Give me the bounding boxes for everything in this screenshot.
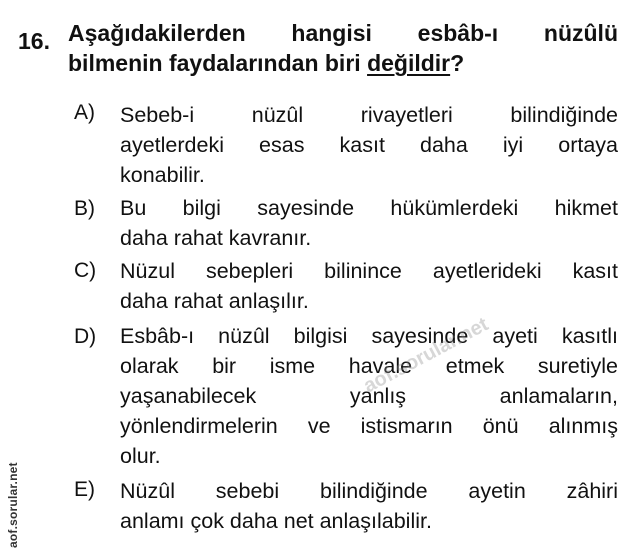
option-d-line: olur. [120,444,161,468]
question-emphasis: değildir [367,50,451,76]
question-mark: ? [450,50,465,76]
option-e-text [120,476,618,536]
question-text [68,18,618,78]
option-a-text [120,100,618,190]
option-e-line: anlamı çok daha net anlaşılabilir. [120,509,432,533]
option-b-line: Bu bilgi sayesinde hükümlerdeki hikmet [120,196,618,220]
option-c-text [120,256,618,316]
option-c-line: Nüzul sebepleri bilinince ayetlerideki kasıt [120,259,618,283]
question-line-2-text: bilmenin faydalarından biri [68,50,368,76]
option-d-line: yaşanabilecek yanlış anlamaların, [120,384,618,408]
option-a-line: konabilir. [120,163,205,187]
option-a-line: ayetlerdeki esas kasıt daha iyi ortaya [120,133,618,157]
side-watermark: aof.sorular.net [6,462,20,548]
option-d-line: olarak bir isme havale etmek suretiyle [120,354,618,378]
option-c-line: daha rahat anlaşılır. [120,289,309,313]
question-number: 16. [18,28,50,54]
question-line-1: Aşağıdakilerden hangisi esbâb-ı nüzûlü [68,20,618,46]
option-a-line: Sebeb-i nüzûl rivayetleri bilindiğinde [120,103,618,127]
option-e-line: Nüzûl sebebi bilindiğinde ayetin zâhiri [120,479,618,503]
option-c-letter: C) [74,259,97,282]
diagonal-watermark: aof.sorular.net [360,313,493,398]
option-b-line: daha rahat kavranır. [120,226,312,250]
option-d-line: Esbâb-ı nüzûl bilgisi sayesinde ayeti kasıtlı [120,324,618,348]
option-d-line: yönlendirmelerin ve istismarın önü alınmış [120,414,618,438]
question-line-2 [68,50,464,76]
option-a-letter: A) [74,101,95,124]
option-e-letter: E) [74,478,95,501]
option-b-letter: B) [74,197,95,220]
option-b-text [120,193,618,253]
option-d-letter: D) [74,325,97,348]
